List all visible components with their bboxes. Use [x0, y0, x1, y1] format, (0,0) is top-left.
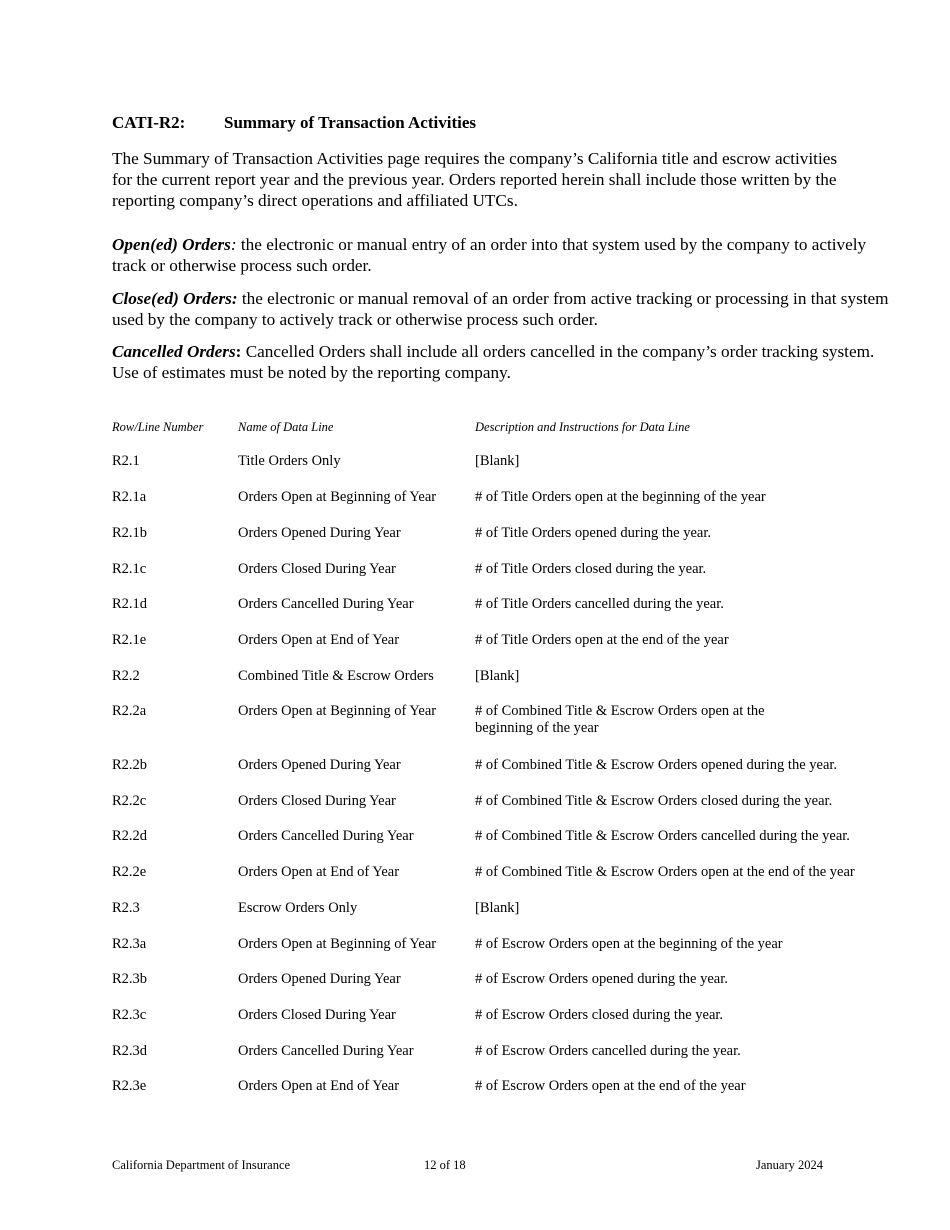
row-description: # of Escrow Orders cancelled during the year.: [475, 1043, 741, 1059]
footer-organization: California Department of Insurance: [112, 1158, 291, 1172]
definition-opened-orders: [112, 234, 902, 276]
row-number: R2.1d: [112, 596, 148, 612]
row-description: # of Escrow Orders open at the end of the year: [475, 1078, 746, 1094]
row-number: R2.1b: [112, 525, 148, 541]
row-description: [Blank]: [475, 453, 520, 469]
row-number: R2.3e: [112, 1078, 147, 1094]
row-name: Orders Cancelled During Year: [238, 596, 414, 612]
row-number: R2.2c: [112, 793, 147, 809]
row-description: # of Title Orders closed during the year.: [475, 561, 707, 577]
footer-page-number: 12 of 18: [424, 1158, 466, 1172]
row-description: # of Combined Title & Escrow Orders open at the beginning of the year: [475, 703, 765, 736]
row-name: Orders Cancelled During Year: [238, 1043, 414, 1059]
row-description: # of Combined Title & Escrow Orders cancelled during the year.: [475, 828, 850, 844]
definition-separator: :: [235, 342, 242, 361]
row-number: R2.3: [112, 900, 140, 916]
definition-term: Open(ed) Orders: [112, 235, 231, 254]
intro-paragraph: The Summary of Transaction Activities page requires the company’s California title and escrow activities for the current report year and the previous year. Orders reported herein shall include those written by the reporting company’s direct operations and affiliated UTCs.: [112, 149, 838, 210]
column-header-description: Description and Instructions for Data Line: [475, 420, 690, 434]
definition-cancelled-orders: [112, 341, 902, 383]
row-description: # of Escrow Orders opened during the year.: [475, 971, 728, 987]
row-number: R2.3d: [112, 1043, 148, 1059]
definition-separator: :: [230, 235, 237, 254]
section-title: Summary of Transaction Activities: [224, 113, 476, 132]
definition-text: the electronic or manual entry of an order into that system used by the company to actively track or otherwise process such order.: [112, 235, 867, 275]
footer-date: January 2024: [756, 1158, 823, 1172]
row-number: R2.3b: [112, 971, 148, 987]
row-description: # of Escrow Orders open at the beginning of the year: [475, 936, 783, 952]
section-code: CATI-R2:: [112, 113, 186, 132]
row-description: # of Combined Title & Escrow Orders opened during the year.: [475, 757, 838, 773]
row-description: # of Title Orders opened during the year.: [475, 525, 711, 541]
row-name: Orders Opened During Year: [238, 971, 401, 987]
definition-text: the electronic or manual removal of an order from active tracking or processing in that system used by the company to actively track or otherwise process such order.: [112, 289, 889, 329]
row-name: Orders Closed During Year: [238, 793, 396, 809]
row-number: R2.3a: [112, 936, 147, 952]
row-description: # of Escrow Orders closed during the year.: [475, 1007, 724, 1023]
row-name: Orders Opened During Year: [238, 757, 401, 773]
column-header-name: Name of Data Line: [238, 420, 334, 434]
row-number: R2.2b: [112, 757, 148, 773]
row-number: R2.1e: [112, 632, 147, 648]
column-header-row-number: Row/Line Number: [112, 420, 204, 434]
row-number: R2.2a: [112, 703, 147, 719]
row-name: Escrow Orders Only: [238, 900, 358, 916]
row-name: Orders Open at Beginning of Year: [238, 936, 437, 952]
row-number: R2.1: [112, 453, 140, 469]
row-description: [Blank]: [475, 668, 520, 684]
row-name: Orders Open at Beginning of Year: [238, 703, 437, 719]
row-description: # of Title Orders open at the end of the year: [475, 632, 729, 648]
row-name: Orders Open at End of Year: [238, 864, 400, 880]
definition-term: Cancelled Orders: [112, 342, 236, 361]
definition-text: Cancelled Orders shall include all orders cancelled in the company’s order tracking system. Use of estimates must be noted by the reporting company.: [112, 342, 875, 382]
row-description: # of Title Orders cancelled during the year.: [475, 596, 724, 612]
row-name: Orders Closed During Year: [238, 1007, 396, 1023]
row-number: R2.2e: [112, 864, 147, 880]
row-name: Combined Title & Escrow Orders: [238, 668, 434, 684]
row-name: Orders Open at Beginning of Year: [238, 489, 437, 505]
row-description: [Blank]: [475, 900, 520, 916]
row-description: # of Title Orders open at the beginning of the year: [475, 489, 766, 505]
row-description: # of Combined Title & Escrow Orders open at the end of the year: [475, 864, 855, 880]
row-number: R2.1a: [112, 489, 147, 505]
row-number: R2.1c: [112, 561, 147, 577]
row-name: Orders Opened During Year: [238, 525, 401, 541]
row-number: R2.2d: [112, 828, 148, 844]
definition-closed-orders: [112, 288, 902, 330]
section-heading: [112, 113, 476, 133]
row-name: Orders Cancelled During Year: [238, 828, 414, 844]
row-name: Orders Closed During Year: [238, 561, 396, 577]
row-name: Orders Open at End of Year: [238, 632, 400, 648]
row-name: Orders Open at End of Year: [238, 1078, 400, 1094]
row-name: Title Orders Only: [238, 453, 341, 469]
row-number: R2.2: [112, 668, 140, 684]
row-number: R2.3c: [112, 1007, 147, 1023]
definition-term: Close(ed) Orders:: [112, 289, 238, 308]
row-description: # of Combined Title & Escrow Orders closed during the year.: [475, 793, 833, 809]
